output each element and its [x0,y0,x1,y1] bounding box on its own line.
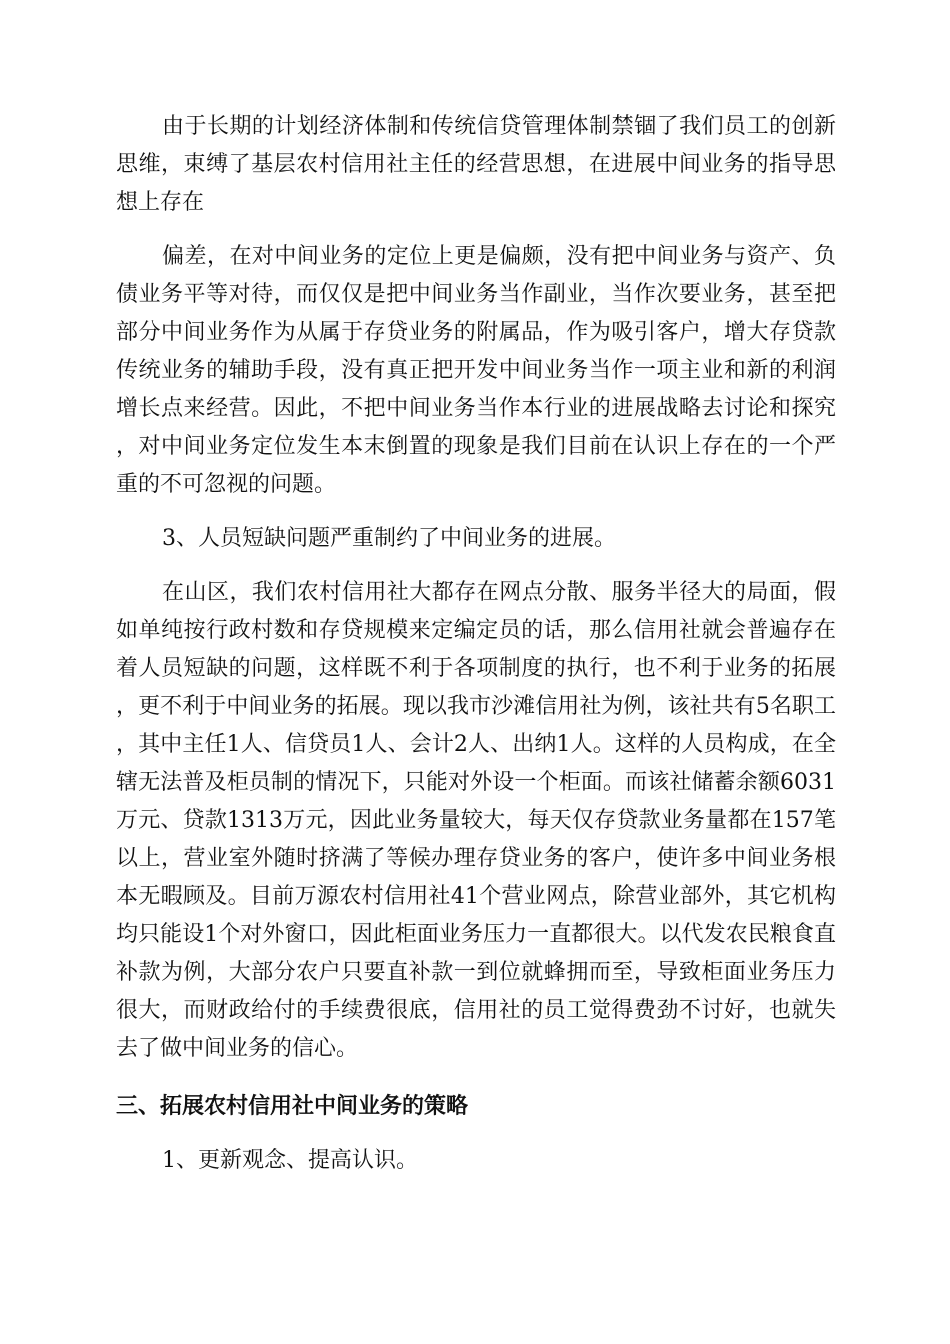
paragraph-gap [116,558,836,574]
paragraph-gap [116,222,836,238]
paragraph-gap [116,504,836,520]
paragraph-gap [116,1126,836,1142]
paragraph-4: 在山区，我们农村信用社大都存在网点分散、服务半径大的局面，假如单纯按行政村数和存贷规模来定编定员的话，那么信用社就会普遍存在着人员短缺的问题，这样既不利于各项制度的执行，也不利于业务的拓展，更不利于中间业务的拓展。现以我市沙滩信用社为例，该社共有5名职工，其中主任1人、信贷员1人、会计2人、出纳1人。这样的人员构成，在全辖无法普及柜员制的情况下，只能对外设一个柜面。而该社储蓄余额6031万元、贷款1313万元，因此业务量较大，每天仅存贷款业务量都在157笔以上，营业室外随时挤满了等候办理存贷业务的客户，使许多中间业务根本无暇顾及。目前万源农村信用社41个营业网点，除营业部外，其它机构均只能设1个对外窗口，因此柜面业务压力一直都很大。以代发农民粮食直补款为例，大部分农户只要直补款一到位就蜂拥而至，导致柜面业务压力很大，而财政给付的手续费很底，信用社的员工觉得费劲不讨好，也就失去了做中间业务的信心。 [116,580,836,1061]
paragraph-1: 由于长期的计划经济体制和传统信贷管理体制禁锢了我们员工的创新思维，束缚了基层农村信用社主任的经营思想，在进展中间业务的指导思想上存在 [116,114,836,215]
paragraph-gap [116,1068,836,1088]
paragraph-2: 偏差，在对中间业务的定位上更是偏颇，没有把中间业务与资产、负债业务平等对待，而仅仅是把中间业务当作副业，当作次要业务，甚至把部分中间业务作为从属于存贷业务的附属品，作为吸引客户，增大存贷款传统业务的辅助手段，没有真正把开发中间业务当作一项主业和新的利润增长点来经营。因此，不把中间业务当作本行业的进展战略去讨论和探究，对中间业务定位发生本末倒置的现象是我们目前在认识上存在的一个严重的不可忽视的问题。 [116,244,836,497]
section-heading: 三、拓展农村信用社中间业务的策略 [116,1094,469,1119]
document-page [116,108,836,1180]
subsection-heading: 1、更新观念、提高认识。 [162,1148,418,1173]
paragraph-3: 3、人员短缺问题严重制约了中间业务的进展。 [162,526,616,551]
